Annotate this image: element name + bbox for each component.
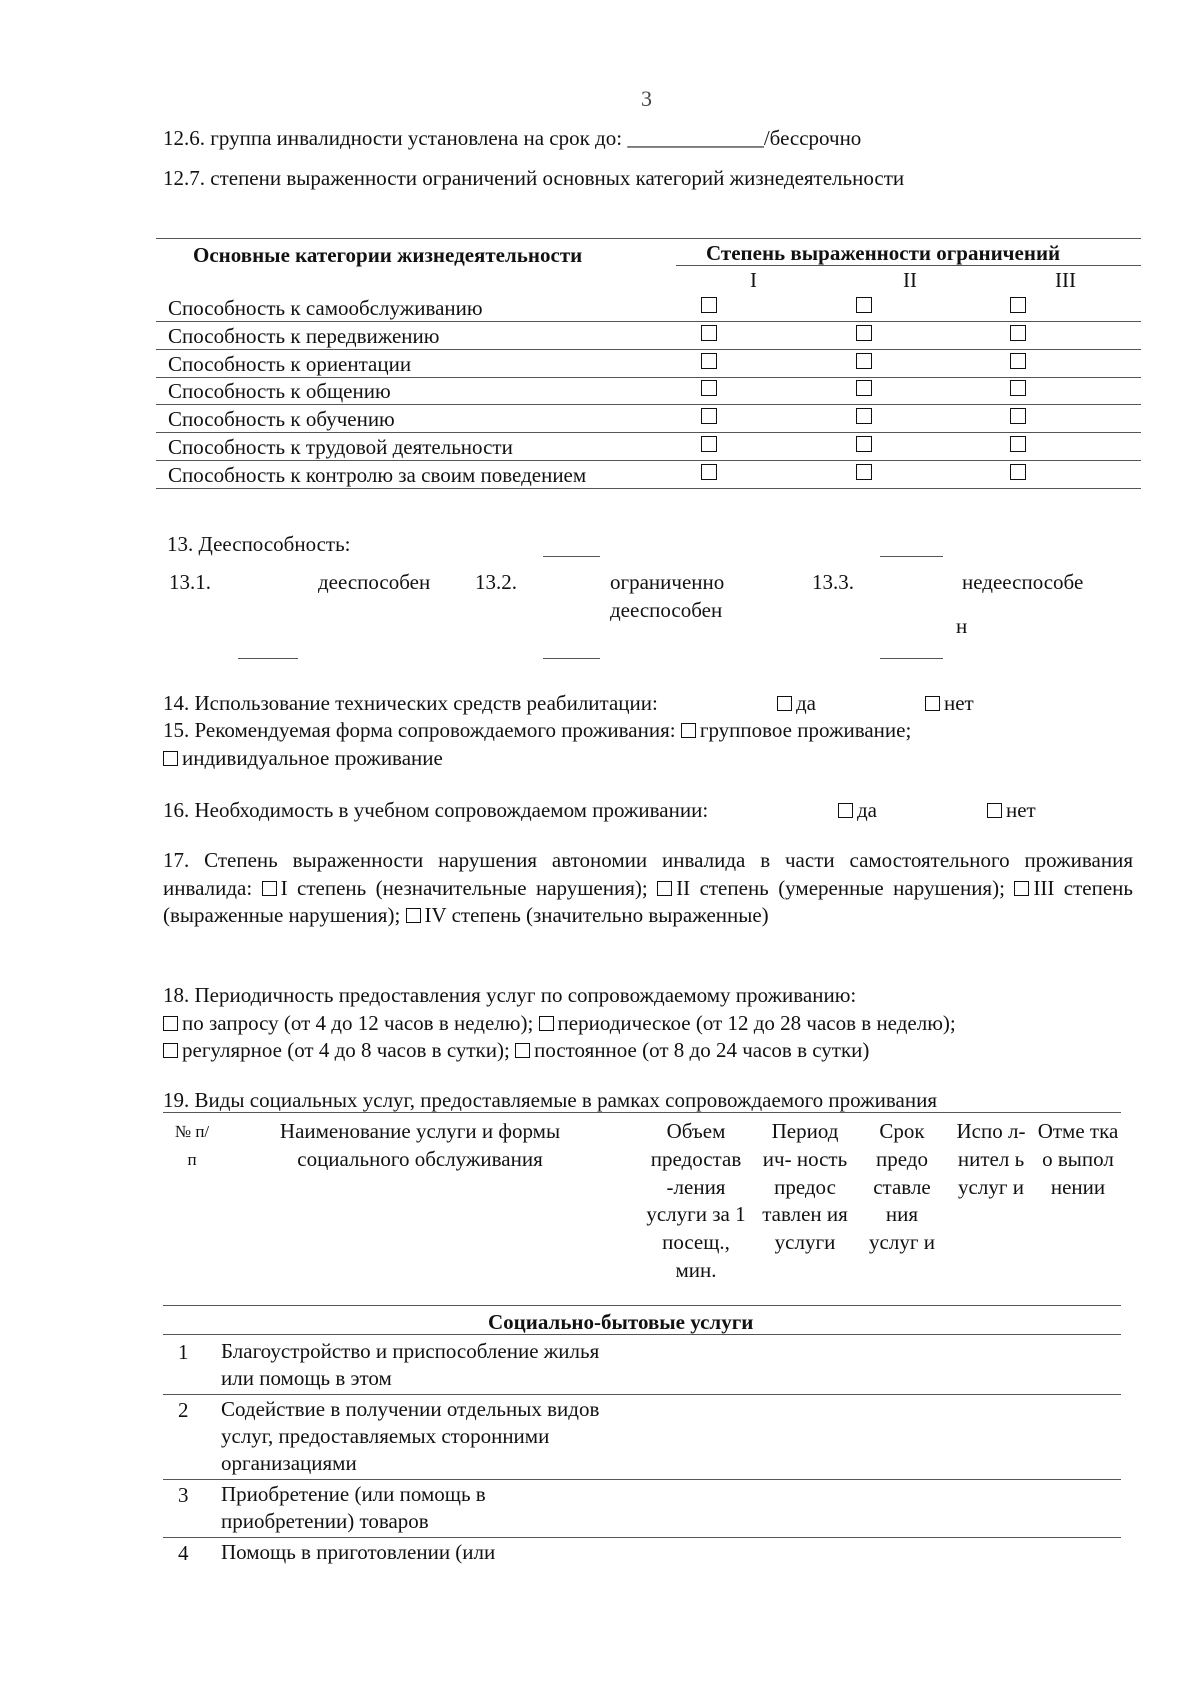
degree-1-checkbox[interactable] [701, 297, 717, 313]
row-number: 4 [178, 1541, 189, 1565]
item-14-yes[interactable] [777, 693, 816, 714]
item-15 [163, 720, 911, 741]
item-18-text: 18. Периодичность предоставления услуг по сопровождаемому проживанию: [163, 983, 857, 1007]
item-15-opt2[interactable] [163, 748, 443, 769]
group-living-label: групповое проживание; [699, 718, 912, 742]
degree-3-checkbox[interactable] [1010, 297, 1026, 313]
row-divider [156, 460, 1141, 461]
row-divider [156, 432, 1141, 433]
degree-header-3: III [1055, 268, 1076, 292]
col-periodicity-header: Период ич- ность предос тавлен ия услуги [762, 1119, 848, 1255]
col-executor-header: Испо л- нител ь услуг и [956, 1119, 1026, 1199]
option-13-2-number: 13.2. [475, 570, 517, 594]
col-name-header: Наименование услуги и формы социального обслуживания [279, 1119, 561, 1171]
checkbox[interactable] [925, 696, 940, 711]
checkbox-on-request[interactable] [163, 1016, 178, 1031]
on-request-label: по запросу (от 4 до 12 часов в неделю); [182, 1010, 534, 1035]
item-17 [163, 847, 1133, 930]
item-12-6-text: 12.6. группа инвалидности установлена на срок до: [163, 126, 623, 150]
regular-label: регулярное (от 4 до 8 часов в сутки); [182, 1038, 510, 1062]
option-13-3-label-cont: н [956, 614, 968, 638]
option-label: дееспособен [610, 598, 723, 622]
degree-3-checkbox[interactable] [1010, 436, 1026, 452]
checkbox-degree-3[interactable] [1014, 881, 1029, 896]
category-label: Способность к передвижению [168, 323, 440, 348]
individual-living-label: индивидуальное проживание [182, 746, 443, 770]
row-divider [156, 404, 1141, 405]
degree-header-1: I [750, 268, 757, 292]
date-blank[interactable]: _____________ [627, 126, 764, 150]
permanent-label: постоянное (от 8 до 24 часов в сутки) [534, 1038, 870, 1062]
degree-3-checkbox[interactable] [1010, 353, 1026, 369]
service-name: Содействие в получении отдельных видов услуг, предоставляемых сторонними организациями [221, 1397, 600, 1475]
item-12-7: 12.7. степени выраженности ограничений основных категорий жизнедеятельности [163, 166, 905, 190]
degree-3-checkbox[interactable] [1010, 408, 1026, 424]
category-label: Способность к общению [168, 379, 391, 404]
checkbox[interactable] [777, 696, 792, 711]
checkbox[interactable] [987, 803, 1002, 818]
indefinite-label: /бессрочно [763, 126, 862, 150]
periodic-label: периодическое (от 12 до 28 часов в неделю); [557, 1010, 956, 1035]
item-14-no[interactable] [925, 693, 974, 714]
checkbox-periodic[interactable] [539, 1016, 554, 1031]
checkbox-degree-4[interactable] [406, 908, 421, 923]
degree-2-label: II степень (умеренные нарушения); [676, 875, 1005, 900]
category-label: Способность к контролю за своим поведением [168, 462, 587, 487]
degree-3-checkbox[interactable] [1010, 464, 1026, 480]
degree-2-checkbox[interactable] [856, 436, 872, 452]
row-number: 3 [178, 1483, 189, 1507]
category-label: Способность к обучению [168, 407, 395, 432]
service-name: Благоустройство и приспособление жилья или помощь в этом [221, 1339, 600, 1390]
col-degree-header: Степень выраженности ограничений [706, 241, 1061, 265]
page-number: 3 [641, 86, 652, 111]
col-term-header: Срок предо ставле ния услуг и [869, 1119, 935, 1255]
option-13-2-limited[interactable] [610, 572, 724, 621]
col-volume-header: Объем предостав -ления услуги за 1 посещ., мин. [646, 1119, 746, 1282]
table-rule [676, 265, 1141, 266]
degree-1-checkbox[interactable] [701, 408, 717, 424]
row-divider [156, 488, 1141, 489]
checkbox-group-living[interactable] [681, 723, 696, 738]
service-name: Помощь в приготовлении (или [221, 1540, 496, 1564]
option-label: ограниченно [610, 570, 725, 594]
item-12-6 [163, 128, 861, 149]
item-17-text: 17. Степень выраженности нарушения автономии инвалида в части самостоятельного проживания инвалида: [163, 848, 1133, 900]
item-19-title: 19. Виды социальных услуг, предоставляемые в рамках сопровождаемого проживания [163, 1088, 937, 1112]
item-15-text: 15. Рекомендуемая форма сопровождаемого проживания: [163, 718, 676, 742]
item-14-text: 14. Использование технических средств реабилитации: [163, 691, 658, 715]
degree-1-checkbox[interactable] [701, 380, 717, 396]
checkbox-individual-living[interactable] [163, 751, 178, 766]
degree-3-checkbox[interactable] [1010, 380, 1026, 396]
category-label: Способность к ориентации [168, 351, 412, 376]
checkbox-regular[interactable] [163, 1043, 178, 1058]
category-label: Способность к трудовой деятельности [168, 435, 513, 459]
checkbox-degree-2[interactable] [657, 881, 672, 896]
option-13-1-number: 13.1. [169, 570, 211, 594]
service-name: Приобретение (или помощь в приобретении) товаров [221, 1482, 486, 1533]
col-number-header: № п/п [174, 1122, 210, 1169]
yes-label: да [796, 691, 817, 715]
row-divider [156, 321, 1141, 322]
degree-3-label: III степень (выраженные нарушения); [163, 875, 1133, 927]
row-number: 2 [178, 1398, 189, 1422]
option-13-1-capable[interactable]: дееспособен [318, 570, 431, 594]
option-13-3-number: 13.3. [812, 570, 854, 594]
category-label: Способность к самообслуживанию [168, 296, 483, 320]
checkbox-degree-1[interactable] [262, 881, 277, 896]
item-16-no[interactable] [987, 800, 1036, 821]
item-13-title: 13. Дееспособность: [167, 532, 351, 556]
yes-label: да [857, 798, 878, 822]
degree-1-label: I степень (незначительные нарушения); [280, 875, 648, 900]
row-divider [156, 349, 1141, 350]
degree-2-checkbox[interactable] [856, 297, 872, 313]
item-18 [163, 982, 1133, 1065]
no-label: нет [944, 691, 974, 715]
checkbox-permanent[interactable] [515, 1043, 530, 1058]
item-16-yes[interactable] [838, 800, 877, 821]
no-label: нет [1006, 798, 1036, 822]
degree-1-checkbox[interactable] [701, 325, 717, 341]
degree-1-checkbox[interactable] [701, 464, 717, 480]
row-divider [156, 377, 1141, 378]
degree-2-checkbox[interactable] [856, 325, 872, 341]
degree-2-checkbox[interactable] [856, 353, 872, 369]
table-rule [156, 238, 1141, 239]
checkbox[interactable] [838, 803, 853, 818]
degree-header-2: II [903, 268, 917, 292]
item-16-text: 16. Необходимость в учебном сопровождаемом проживании: [163, 798, 709, 822]
section-social-household: Социально-бытовые услуги [488, 1310, 754, 1334]
degree-4-label: IV степень (значительно выраженные) [424, 903, 769, 927]
degree-1-checkbox[interactable] [701, 353, 717, 369]
degree-1-checkbox[interactable] [701, 436, 717, 452]
row-number: 1 [178, 1340, 189, 1364]
degree-2-checkbox[interactable] [856, 380, 872, 396]
col-category-header: Основные категории жизнедеятельности [193, 243, 583, 267]
col-mark-header: Отме тка о выпол нении [1037, 1119, 1119, 1199]
degree-3-checkbox[interactable] [1010, 325, 1026, 341]
degree-2-checkbox[interactable] [856, 408, 872, 424]
degree-2-checkbox[interactable] [856, 464, 872, 480]
option-13-3-incapable[interactable]: недееспособе [962, 570, 1084, 594]
